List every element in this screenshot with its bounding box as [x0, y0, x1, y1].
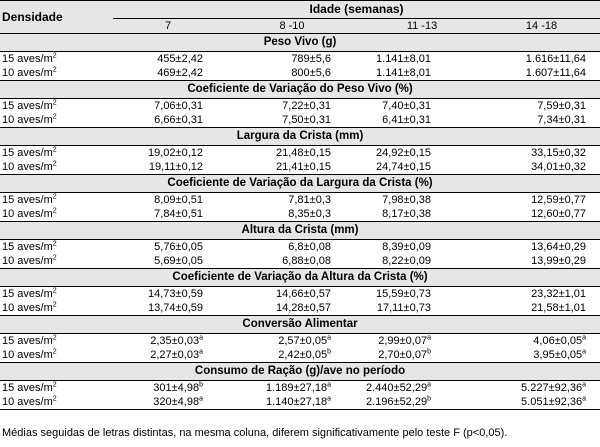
density-label	[0, 334, 113, 349]
value-text: 469±2,42	[157, 66, 203, 79]
value-text: 1.141±8,01	[376, 66, 431, 79]
value-cell	[483, 287, 600, 302]
value-cell	[113, 113, 223, 128]
value-text: 1.616±11,64	[525, 52, 587, 65]
value-cell	[361, 381, 483, 396]
value-cell	[223, 334, 361, 349]
value-cell	[483, 395, 600, 410]
significance-letter: a	[582, 380, 587, 388]
value-text: 12,59±0,77	[531, 193, 587, 206]
value-text: 8,39±0,09	[382, 240, 431, 253]
density-exponent: 2	[52, 207, 57, 214]
section-header	[0, 175, 600, 193]
density-exponent: 2	[52, 286, 57, 294]
density-text: 10 aves/m	[2, 160, 53, 173]
density-header	[0, 1, 113, 34]
value-cell	[361, 395, 483, 410]
value-text: 6,66±0,31	[154, 113, 203, 126]
significance-letter: a	[327, 380, 331, 388]
density-text: 10 aves/m	[2, 207, 53, 220]
value-cell	[223, 381, 361, 396]
column-header-8-10	[223, 19, 361, 34]
value-text: 2,70±0,07	[378, 348, 428, 361]
density-text: 10 aves/m	[2, 348, 53, 361]
value-cell	[361, 254, 483, 269]
density-exponent: 2	[52, 160, 57, 167]
density-label	[0, 66, 113, 81]
table-row	[0, 146, 600, 161]
age-header-label: Idade (semanas)	[309, 2, 404, 16]
significance-letter: a	[582, 395, 587, 402]
value-cell	[483, 348, 600, 363]
value-text: 2,57±0,05	[278, 334, 328, 347]
value-cell	[483, 146, 600, 161]
value-cell	[361, 66, 483, 81]
value-text: 8,22±0,09	[382, 254, 431, 267]
density-text: 15 aves/m	[2, 334, 53, 347]
density-exponent: 2	[52, 66, 57, 73]
significance-letter: a	[199, 395, 203, 402]
section-title: Conversão Alimentar	[0, 316, 600, 334]
density-label	[0, 348, 113, 363]
density-exponent: 2	[52, 380, 57, 388]
significance-letter: b	[427, 395, 431, 402]
value-text: 789±5,6	[291, 52, 331, 65]
density-text: 10 aves/m	[2, 66, 53, 79]
section-title: Peso Vivo (g)	[0, 34, 600, 52]
density-text: 15 aves/m	[2, 240, 53, 253]
value-text: 320±4,98	[153, 395, 200, 408]
value-text: 14,28±0,57	[276, 301, 331, 314]
table-row	[0, 99, 600, 114]
density-label	[0, 254, 113, 269]
density-header-label: Densidade	[2, 9, 63, 24]
table-row	[0, 334, 600, 349]
density-text: 15 aves/m	[2, 52, 53, 65]
density-text: 15 aves/m	[2, 381, 53, 394]
value-text: 5,69±0,05	[154, 254, 203, 267]
value-cell	[361, 146, 483, 161]
density-exponent: 2	[52, 98, 57, 106]
density-label	[0, 287, 113, 302]
value-text: 7,40±0,31	[382, 99, 431, 112]
table-row	[0, 207, 600, 222]
section-header	[0, 316, 600, 334]
density-exponent: 2	[52, 348, 57, 355]
value-text: 2,99±0,07	[378, 334, 428, 347]
value-cell	[113, 301, 223, 316]
value-text: 14,66±0,57	[276, 287, 331, 300]
value-cell	[483, 160, 600, 175]
column-header-11-13	[361, 19, 483, 34]
column-header-14-18	[483, 19, 600, 34]
density-exponent: 2	[52, 333, 57, 341]
value-cell	[113, 348, 223, 363]
density-text: 15 aves/m	[2, 193, 53, 206]
value-text: 1.189±27,18	[266, 381, 328, 394]
value-text: 21,48±0,15	[276, 146, 331, 159]
value-cell	[361, 240, 483, 255]
section-header	[0, 34, 600, 52]
value-text: 2,35±0,03	[150, 334, 200, 347]
value-cell	[483, 52, 600, 67]
value-cell	[223, 395, 361, 410]
density-text: 15 aves/m	[2, 287, 53, 300]
value-cell	[483, 193, 600, 208]
value-text: 7,59±0,31	[537, 99, 587, 112]
significance-letter: a	[327, 333, 331, 341]
significance-letter: b	[199, 380, 203, 388]
value-text: 14,73±0,59	[148, 287, 203, 300]
value-cell	[223, 66, 361, 81]
value-text: 7,81±0,3	[288, 193, 331, 206]
significance-letter: a	[199, 333, 203, 341]
value-text: 1.141±8,01	[376, 52, 431, 65]
density-label	[0, 99, 113, 114]
table-row	[0, 381, 600, 396]
section-title: Coeficiente de Variação do Peso Vivo (%)	[0, 81, 600, 99]
value-cell	[361, 99, 483, 114]
table-row	[0, 160, 600, 175]
density-label	[0, 146, 113, 161]
value-text: 15,59±0,73	[376, 287, 431, 300]
value-cell	[361, 287, 483, 302]
density-exponent: 2	[52, 113, 57, 120]
density-label	[0, 52, 113, 67]
table-row	[0, 348, 600, 363]
section-header	[0, 81, 600, 99]
density-text: 15 aves/m	[2, 146, 53, 159]
significance-letter: a	[199, 348, 203, 355]
density-exponent: 2	[52, 239, 57, 247]
density-label	[0, 395, 113, 410]
table-row	[0, 193, 600, 208]
value-text: 6,88±0,08	[282, 254, 331, 267]
density-exponent: 2	[52, 301, 57, 308]
section-header	[0, 222, 600, 240]
significance-letter: a	[582, 348, 587, 355]
footnote: Médias seguidas de letras distintas, na mesma coluna, diferem significativamente pelo teste F (p<0,05).	[2, 427, 508, 439]
value-cell	[483, 240, 600, 255]
density-text: 10 aves/m	[2, 254, 53, 267]
value-text: 2.440±52,29	[366, 381, 428, 394]
value-text: 6,8±0,08	[288, 240, 331, 253]
value-cell	[113, 254, 223, 269]
value-cell	[113, 66, 223, 81]
value-cell	[223, 52, 361, 67]
column-header-label: 14 -18	[525, 19, 558, 32]
section-title: Coeficiente de Variação da Largura da Crista (%)	[0, 175, 600, 193]
value-text: 19,02±0,12	[148, 146, 203, 159]
density-label	[0, 160, 113, 175]
table-row	[0, 113, 600, 128]
column-header-label: 7	[164, 19, 172, 32]
value-text: 21,58±1,01	[531, 301, 587, 314]
value-cell	[483, 334, 600, 349]
value-text: 21,41±0,15	[276, 160, 331, 173]
density-text: 15 aves/m	[2, 99, 53, 112]
section-title: Altura da Crista (mm)	[0, 222, 600, 240]
significance-letter: b	[427, 348, 431, 355]
value-cell	[223, 193, 361, 208]
table-row	[0, 287, 600, 302]
significance-letter: a	[427, 380, 431, 388]
density-label	[0, 113, 113, 128]
density-exponent: 2	[52, 254, 57, 261]
value-cell	[113, 207, 223, 222]
value-text: 1.140±27,18	[266, 395, 328, 408]
value-text: 24,74±0,15	[376, 160, 431, 173]
value-cell	[483, 66, 600, 81]
age-header	[113, 1, 600, 19]
value-text: 8,35±0,3	[288, 207, 331, 220]
value-cell	[223, 160, 361, 175]
value-text: 2.196±52,29	[366, 395, 428, 408]
value-text: 455±2,42	[157, 52, 203, 65]
table-row	[0, 240, 600, 255]
density-label	[0, 207, 113, 222]
density-label	[0, 301, 113, 316]
value-cell	[223, 287, 361, 302]
value-text: 1.607±11,64	[525, 66, 587, 79]
value-text: 301±4,98	[153, 381, 200, 394]
value-text: 7,98±0,38	[382, 193, 431, 206]
significance-letter: a	[327, 395, 331, 402]
value-cell	[113, 287, 223, 302]
value-cell	[113, 395, 223, 410]
value-cell	[223, 254, 361, 269]
value-cell	[361, 193, 483, 208]
density-exponent: 2	[52, 192, 57, 200]
value-text: 13,74±0,59	[148, 301, 203, 314]
value-text: 19,11±0,12	[148, 160, 203, 173]
value-text: 7,06±0,31	[154, 99, 203, 112]
density-text: 10 aves/m	[2, 301, 53, 314]
value-text: 7,50±0,31	[282, 113, 331, 126]
column-header-7	[113, 19, 223, 34]
value-cell	[361, 334, 483, 349]
table-row	[0, 66, 600, 81]
value-text: 13,99±0,29	[531, 254, 587, 267]
value-text: 7,22±0,31	[282, 99, 331, 112]
value-cell	[361, 160, 483, 175]
value-text: 13,64±0,29	[531, 240, 587, 253]
table-row	[0, 52, 600, 67]
value-cell	[361, 348, 483, 363]
value-cell	[113, 240, 223, 255]
value-text: 8,09±0,51	[154, 193, 203, 206]
table-row	[0, 395, 600, 410]
value-cell	[223, 348, 361, 363]
significance-letter: b	[327, 348, 331, 355]
value-cell	[483, 207, 600, 222]
value-text: 3,95±0,05	[533, 348, 583, 361]
value-cell	[113, 146, 223, 161]
significance-letter: a	[582, 333, 587, 341]
density-label	[0, 381, 113, 396]
value-cell	[483, 254, 600, 269]
value-cell	[361, 52, 483, 67]
significance-letter: a	[427, 333, 431, 341]
value-text: 7,84±0,51	[154, 207, 203, 220]
column-header-label: 11 -13	[406, 19, 438, 32]
value-text: 5.051±92,36	[521, 395, 583, 408]
section-title: Largura da Crista (mm)	[0, 128, 600, 146]
value-cell	[483, 99, 600, 114]
value-cell	[361, 301, 483, 316]
value-cell	[483, 301, 600, 316]
value-cell	[113, 193, 223, 208]
value-cell	[223, 207, 361, 222]
value-cell	[483, 381, 600, 396]
value-text: 800±5,6	[291, 66, 331, 79]
value-text: 23,32±1,01	[531, 287, 587, 300]
value-cell	[223, 240, 361, 255]
table-row	[0, 301, 600, 316]
value-cell	[113, 381, 223, 396]
value-text: 7,34±0,31	[537, 113, 587, 126]
table-row	[0, 254, 600, 269]
density-exponent: 2	[52, 51, 57, 59]
value-text: 24,92±0,15	[376, 146, 431, 159]
header-row-1	[0, 1, 600, 19]
value-text: 33,15±0,32	[531, 146, 587, 159]
value-cell	[483, 113, 600, 128]
section-title: Consumo de Ração (g)/ave no período	[0, 363, 600, 381]
density-text: 10 aves/m	[2, 395, 53, 408]
value-cell	[113, 334, 223, 349]
section-title: Coeficiente de Variação da Altura da Crista (%)	[0, 269, 600, 287]
value-cell	[223, 146, 361, 161]
value-cell	[361, 113, 483, 128]
value-text: 12,60±0,77	[531, 207, 587, 220]
density-label	[0, 240, 113, 255]
density-label	[0, 193, 113, 208]
value-text: 34,01±0,32	[531, 160, 587, 173]
density-exponent: 2	[52, 145, 57, 153]
value-cell	[113, 160, 223, 175]
value-text: 8,17±0,38	[382, 207, 431, 220]
value-text: 5.227±92,36	[521, 381, 583, 394]
value-cell	[113, 52, 223, 67]
density-text: 10 aves/m	[2, 113, 53, 126]
section-header	[0, 128, 600, 146]
value-cell	[223, 301, 361, 316]
column-header-label: 8 -10	[279, 19, 305, 32]
value-cell	[361, 207, 483, 222]
value-cell	[223, 113, 361, 128]
value-text: 5,76±0,05	[154, 240, 203, 253]
value-text: 17,11±0,73	[376, 301, 431, 314]
value-text: 6,41±0,31	[382, 113, 431, 126]
value-cell	[223, 99, 361, 114]
section-header	[0, 363, 600, 381]
value-text: 2,27±0,03	[150, 348, 200, 361]
density-exponent: 2	[52, 395, 57, 402]
section-header	[0, 269, 600, 287]
value-text: 4,06±0,05	[533, 334, 583, 347]
value-cell	[113, 99, 223, 114]
value-text: 2,42±0,05	[278, 348, 328, 361]
